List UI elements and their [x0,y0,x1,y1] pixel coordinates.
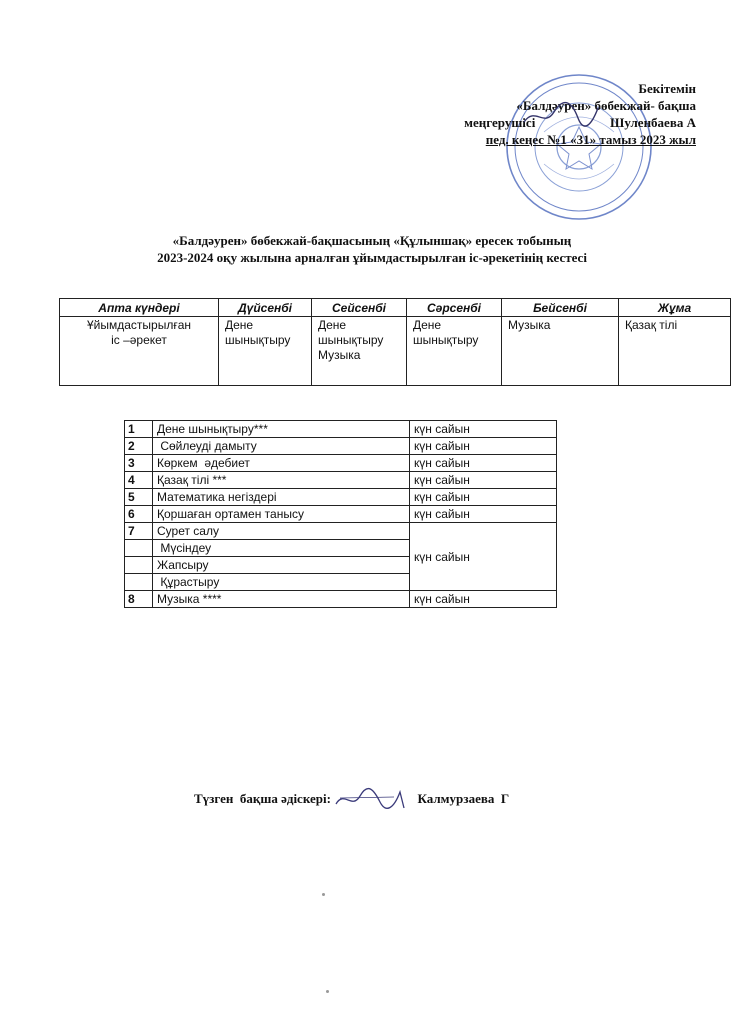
approval-manager-text: меңгерушісі Шуленбаева А [464,115,696,130]
activity-name: Сөйлеуді дамыту [153,438,410,455]
cell-line: Музыка [508,318,551,332]
cell-line: Дене [225,318,254,332]
friday-cell [619,317,731,386]
activity-frequency: күн сайын [410,472,557,489]
row-number: 6 [125,506,153,523]
row-number: 8 [125,591,153,608]
cell-line: іс –әрекет [111,333,167,347]
approval-line: Бекітемін [638,81,696,96]
activity-frequency: күн сайын [410,506,557,523]
header-cell: Сәрсенбі [407,299,502,317]
table-row [125,421,557,438]
header-cell: Дүйсенбі [219,299,312,317]
activity-name: Жапсыру [153,557,410,574]
cell-line: шынықтыру [413,333,479,347]
compiler-signature [334,786,414,814]
table-row [125,523,557,540]
cell-line: шынықтыру [318,333,384,347]
cell-line: Дене [413,318,442,332]
tuesday-cell [312,317,407,386]
activity-frequency: күн сайын [410,455,557,472]
weekly-schedule-table [59,298,731,386]
row-number: 2 [125,438,153,455]
manager-signature [520,100,600,130]
activity-name: Қоршаған ортамен танысу [153,506,410,523]
activity-name: Математика негіздері [153,489,410,506]
activity-frequency-table [124,420,557,608]
cell-line: Музыка [318,348,361,362]
row-number [125,574,153,591]
activity-name: Көркем әдебиет [153,455,410,472]
compiler-label: Түзген бақша әдіскері: [194,790,331,806]
activity-name: Сурет салу [153,523,410,540]
monday-cell [219,317,312,386]
cell-line: шынықтыру [225,333,291,347]
scan-speck [326,990,329,993]
thursday-cell [502,317,619,386]
document-title [0,232,744,266]
table-row [125,489,557,506]
activity-name: Қазақ тілі *** [153,472,410,489]
activity-frequency: күн сайын [410,489,557,506]
row-number: 7 [125,523,153,540]
cell-line: Ұйымдастырылған [86,318,192,332]
header-cell: Жұма [619,299,731,317]
row-number [125,557,153,574]
activity-name: Дене шынықтыру*** [153,421,410,438]
header-cell: Сейсенбі [312,299,407,317]
header-cell: Апта күндері [60,299,219,317]
activity-name: Құрастыру [153,574,410,591]
cell-line: Қазақ тілі [625,318,678,332]
activity-name: Мүсіндеу [153,540,410,557]
row-number: 3 [125,455,153,472]
activity-label-cell [60,317,219,386]
wednesday-cell [407,317,502,386]
table-row [125,591,557,608]
row-number: 4 [125,472,153,489]
compiler-signature-line [194,786,509,814]
activity-name: Музыка **** [153,591,410,608]
header-cell: Бейсенбі [502,299,619,317]
activity-frequency: күн сайын [410,438,557,455]
approval-line: пед. кеңес №1 «31» тамыз 2023 жыл [485,132,696,147]
table-row [125,455,557,472]
scan-speck [322,893,325,896]
row-number: 1 [125,421,153,438]
schedule-header-row [60,299,731,317]
activity-frequency: күн сайын [410,591,557,608]
activity-frequency: күн сайын [410,421,557,438]
row-number: 5 [125,489,153,506]
table-row [125,438,557,455]
table-row [125,506,557,523]
title-line: «Балдәурен» бөбекжай-бақшасының «Құлыншақ» ересек тобының [172,233,572,248]
title-line: 2023-2024 оқу жылына арналған ұйымдастырылған іс-әрекетінің кестесі [157,250,587,265]
cell-line: Дене [318,318,347,332]
schedule-row [60,317,731,386]
approval-line: «Балдәурен» бөбекжай- бақша [516,98,696,113]
compiler-name: Калмурзаева Г [417,790,510,806]
activity-frequency: күн сайын [410,523,557,591]
table-row [125,472,557,489]
row-number [125,540,153,557]
